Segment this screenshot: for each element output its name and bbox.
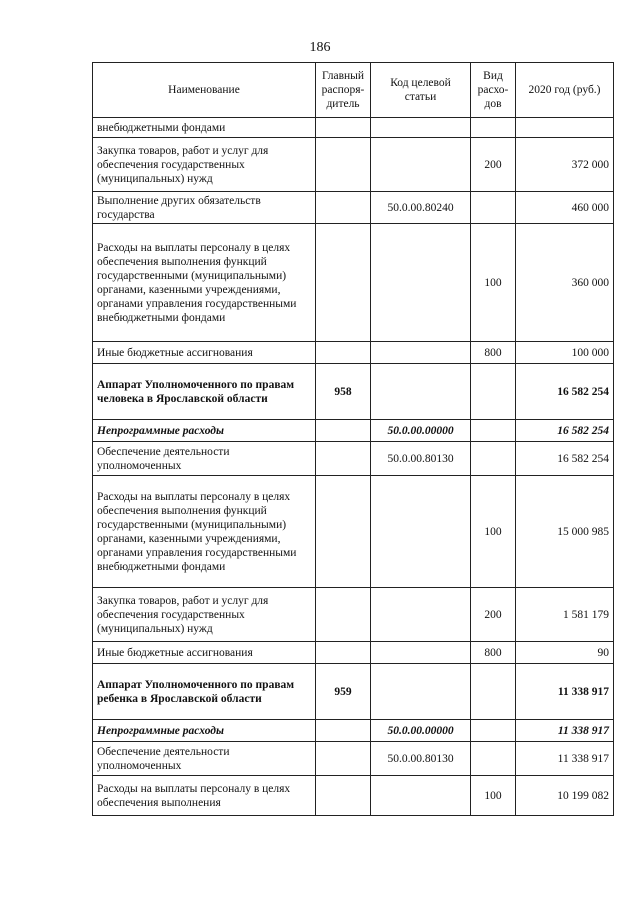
row-admin-cell — [316, 342, 371, 364]
table-row — [93, 742, 614, 776]
row-expense-type-cell — [471, 742, 516, 776]
row-target-code-cell: 50.0.00.00000 — [371, 720, 471, 742]
table-row — [93, 342, 614, 364]
row-target-code-cell — [371, 664, 471, 720]
table-row — [93, 118, 614, 138]
row-expense-type-cell — [471, 442, 516, 476]
row-admin-cell — [316, 720, 371, 742]
row-admin-cell: 958 — [316, 364, 371, 420]
row-name-cell: Непрограммные расходы — [93, 420, 316, 442]
row-admin-cell — [316, 192, 371, 224]
row-name-cell: Выполнение других обязательств государства — [93, 192, 316, 224]
row-expense-type-cell — [471, 192, 516, 224]
row-amount-cell: 100 000 — [516, 342, 614, 364]
table-header-row — [93, 63, 614, 118]
table-row — [93, 364, 614, 420]
row-amount-cell: 11 338 917 — [516, 720, 614, 742]
row-target-code-cell — [371, 476, 471, 588]
row-admin-cell — [316, 442, 371, 476]
row-admin-cell — [316, 224, 371, 342]
table-row — [93, 588, 614, 642]
row-amount-cell: 360 000 — [516, 224, 614, 342]
table-body — [93, 118, 614, 816]
row-admin-cell — [316, 588, 371, 642]
row-expense-type-cell — [471, 118, 516, 138]
row-name-cell: Иные бюджетные ассигнования — [93, 342, 316, 364]
row-expense-type-cell: 100 — [471, 776, 516, 816]
row-amount-cell: 11 338 917 — [516, 742, 614, 776]
table-row — [93, 138, 614, 192]
row-expense-type-cell — [471, 364, 516, 420]
row-target-code-cell — [371, 342, 471, 364]
row-amount-cell: 15 000 985 — [516, 476, 614, 588]
row-admin-cell — [316, 420, 371, 442]
row-admin-cell — [316, 642, 371, 664]
row-target-code-cell: 50.0.00.80130 — [371, 442, 471, 476]
table-row — [93, 664, 614, 720]
table-row — [93, 420, 614, 442]
table-row — [93, 476, 614, 588]
header-admin: Главный распоря-дитель — [316, 63, 371, 118]
row-target-code-cell: 50.0.00.00000 — [371, 420, 471, 442]
row-admin-cell: 959 — [316, 664, 371, 720]
row-name-cell: Обеспечение деятельности уполномоченных — [93, 442, 316, 476]
row-target-code-cell: 50.0.00.80130 — [371, 742, 471, 776]
row-amount-cell — [516, 118, 614, 138]
row-amount-cell: 16 582 254 — [516, 420, 614, 442]
row-target-code-cell: 50.0.00.80240 — [371, 192, 471, 224]
header-amount-2020: 2020 год (руб.) — [516, 63, 614, 118]
row-expense-type-cell: 800 — [471, 342, 516, 364]
row-amount-cell: 11 338 917 — [516, 664, 614, 720]
row-expense-type-cell: 800 — [471, 642, 516, 664]
row-expense-type-cell — [471, 420, 516, 442]
row-target-code-cell — [371, 224, 471, 342]
row-name-cell: Аппарат Уполномоченного по правам ребенка в Ярославской области — [93, 664, 316, 720]
table-row — [93, 224, 614, 342]
row-expense-type-cell — [471, 720, 516, 742]
row-expense-type-cell: 200 — [471, 588, 516, 642]
row-name-cell: внебюджетными фондами — [93, 118, 316, 138]
row-admin-cell — [316, 118, 371, 138]
row-name-cell: Расходы на выплаты персоналу в целях обеспечения выполнения функций государственными (муниципальными) органами, казенными учреждениями, органами управления государственными внебюджетными фондами — [93, 476, 316, 588]
header-name: Наименование — [93, 63, 316, 118]
row-name-cell: Закупка товаров, работ и услуг для обеспечения государственных (муниципальных) нужд — [93, 588, 316, 642]
row-target-code-cell — [371, 588, 471, 642]
row-name-cell: Расходы на выплаты персоналу в целях обеспечения выполнения функций государственными (муниципальными) органами, казенными учреждениями, органами управления государственными внебюджетными фондами — [93, 224, 316, 342]
row-name-cell: Иные бюджетные ассигнования — [93, 642, 316, 664]
table-row — [93, 642, 614, 664]
row-name-cell: Расходы на выплаты персоналу в целях обеспечения выполнения — [93, 776, 316, 816]
row-name-cell: Обеспечение деятельности уполномоченных — [93, 742, 316, 776]
header-expense-type: Вид расхо-дов — [471, 63, 516, 118]
row-target-code-cell — [371, 776, 471, 816]
row-name-cell: Закупка товаров, работ и услуг для обеспечения государственных (муниципальных) нужд — [93, 138, 316, 192]
row-expense-type-cell: 100 — [471, 476, 516, 588]
table-row — [93, 720, 614, 742]
page-number: 186 — [309, 40, 331, 55]
row-target-code-cell — [371, 364, 471, 420]
row-amount-cell: 90 — [516, 642, 614, 664]
table-row — [93, 442, 614, 476]
row-amount-cell: 16 582 254 — [516, 442, 614, 476]
row-amount-cell: 16 582 254 — [516, 364, 614, 420]
table-row — [93, 776, 614, 816]
budget-table — [92, 62, 614, 816]
row-expense-type-cell: 200 — [471, 138, 516, 192]
row-amount-cell: 1 581 179 — [516, 588, 614, 642]
row-amount-cell: 460 000 — [516, 192, 614, 224]
table-row — [93, 192, 614, 224]
row-name-cell: Непрограммные расходы — [93, 720, 316, 742]
row-target-code-cell — [371, 642, 471, 664]
row-admin-cell — [316, 138, 371, 192]
row-target-code-cell — [371, 118, 471, 138]
row-admin-cell — [316, 742, 371, 776]
row-amount-cell: 372 000 — [516, 138, 614, 192]
row-expense-type-cell — [471, 664, 516, 720]
row-target-code-cell — [371, 138, 471, 192]
header-target-code: Код целевой статьи — [371, 63, 471, 118]
row-amount-cell: 10 199 082 — [516, 776, 614, 816]
row-expense-type-cell: 100 — [471, 224, 516, 342]
row-name-cell: Аппарат Уполномоченного по правам человека в Ярославской области — [93, 364, 316, 420]
row-admin-cell — [316, 776, 371, 816]
row-admin-cell — [316, 476, 371, 588]
